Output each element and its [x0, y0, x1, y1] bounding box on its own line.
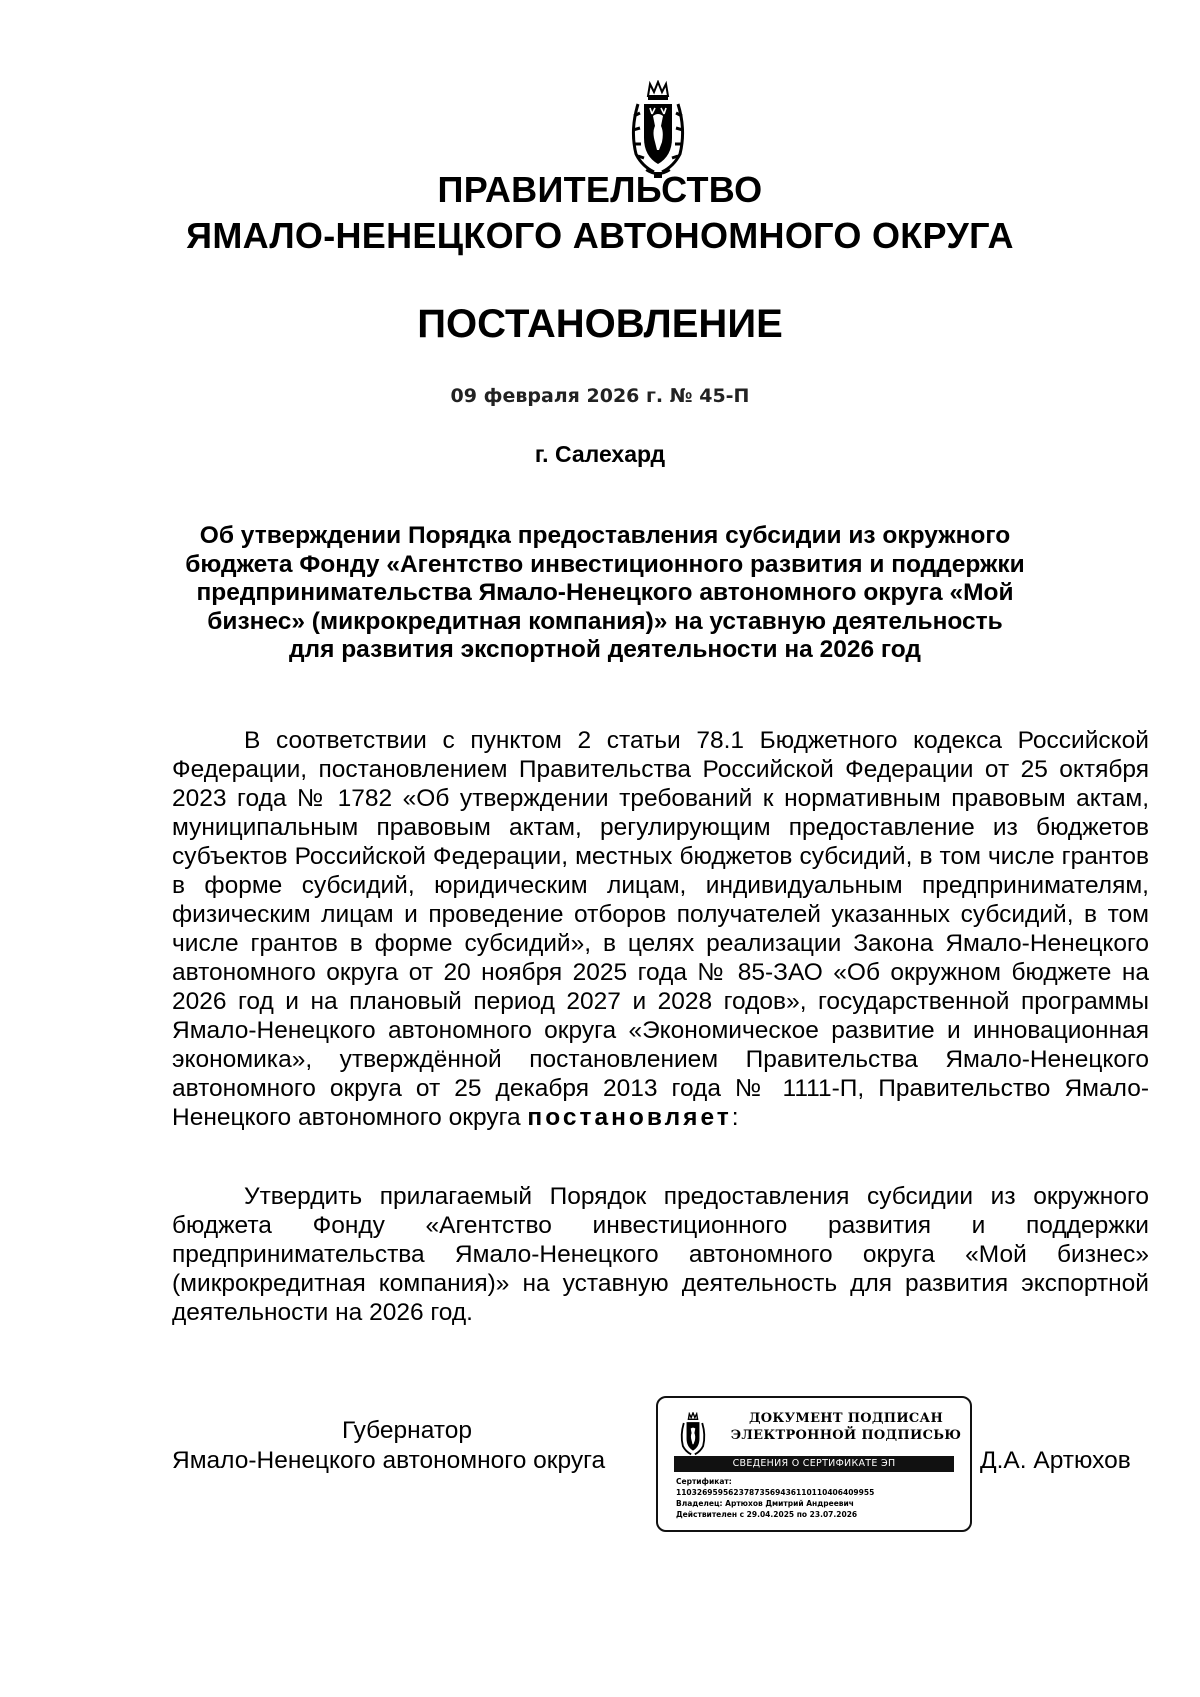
government-title-line2: ЯМАЛО-НЕНЕЦКОГО АВТОНОМНОГО ОКРУГА	[186, 215, 1014, 256]
certificate-number: 11032695956237873569436110110406409955	[676, 1488, 875, 1497]
stamp-title	[728, 1410, 964, 1444]
document-type-title: ПОСТАНОВЛЕНИЕ	[417, 302, 783, 346]
certificate-label: Сертификат:	[676, 1477, 732, 1486]
subject-line: предпринимательства Ямало-Ненецкого автономного округа «Мой	[196, 579, 1014, 606]
certificate-owner: Владелец: Артюхов Дмитрий Андреевич	[676, 1499, 854, 1508]
subject-line: для развития экспортной деятельности на 2026 год	[289, 636, 921, 663]
preamble-text: В соответствии с пунктом 2 статьи 78.1 Бюджетного кодекса Российской Федерации, постановлением Правительства Российской Федерации от 25 октября 2023 года № 1782 «Об утверждении требований к нормативным правовым актам, муниципальным правовым актам, регулирующим предоставление из бюджетов субъектов Российской Федерации, местных бюджетов субсидий, в том числе грантов в форме субсидий, юридическим лицам, индивидуальным предпринимателям, физическим лицам и проведение отборов получателей указанных субсидий, в том числе грантов в форме субсидий», в целях реализации Закона Ямало-Ненецкого автономного округа от 20 ноября 2025 года № 85-ЗАО «Об окружном бюджете на 2026 год и на плановый период 2027 и 2028 годов», государственной программы Ямало-Ненецкого автономного округа «Экономическое развитие и инновационная экономика», утверждённой постановлением Правительства Ямало-Ненецкого автономного округа от 25 декабря 2013 года № 1111-П, Правительство Ямало-Ненецкого автономного округа	[172, 727, 1149, 1131]
resolution-paragraph: Утвердить прилагаемый Порядок предоставления субсидии из окружного бюджета Фонду «Агентство инвестиционного развития и поддержки предпринимательства Ямало-Ненецкого автономного округа «Мой бизнес» (микрокредитная компания)» на уставную деятельность для развития экспортной деятельности на 2026 год.	[172, 1183, 1149, 1326]
subject-line: Об утверждении Порядка предоставления субсидии из окружного	[199, 522, 1011, 549]
resolves-keyword: постановляет	[527, 1104, 732, 1131]
signatory-region: Ямало-Ненецкого автономного округа	[172, 1447, 606, 1474]
stamp-title-line: ЭЛЕКТРОННОЙ ПОДПИСЬЮ	[730, 1428, 962, 1443]
subject-line: бизнес» (микрокредитная компания)» на уставную деятельность	[207, 607, 1003, 635]
certificate-validity: Действителен с 29.04.2025 по 23.07.2026	[676, 1510, 858, 1519]
subject-line: бюджета Фонду «Агентство инвестиционного развития и поддержки	[185, 550, 1025, 578]
decree-date-number: 09 февраля 2026 г. № 45-П	[450, 385, 750, 407]
certificate-details	[676, 1476, 966, 1520]
preamble-colon: :	[731, 1104, 739, 1131]
government-title-line1: ПРАВИТЕЛЬСТВО	[437, 169, 763, 210]
decree-subject	[170, 522, 1040, 665]
signatory-name: Д.А. Артюхов	[980, 1447, 1131, 1474]
signatory-title: Губернатор	[342, 1417, 472, 1444]
certificate-info-bar: СВЕДЕНИЯ О СЕРТИФИКАТЕ ЭП	[674, 1456, 954, 1472]
stamp-title-line: ДОКУМЕНТ ПОДПИСАН	[748, 1411, 944, 1426]
coat-of-arms-icon	[628, 80, 688, 180]
signatory-position	[172, 1416, 642, 1476]
decree-city: г. Салехард	[534, 441, 666, 467]
coat-of-arms-icon	[678, 1412, 708, 1458]
preamble-paragraph	[172, 726, 1149, 1132]
electronic-signature-stamp	[656, 1396, 972, 1532]
